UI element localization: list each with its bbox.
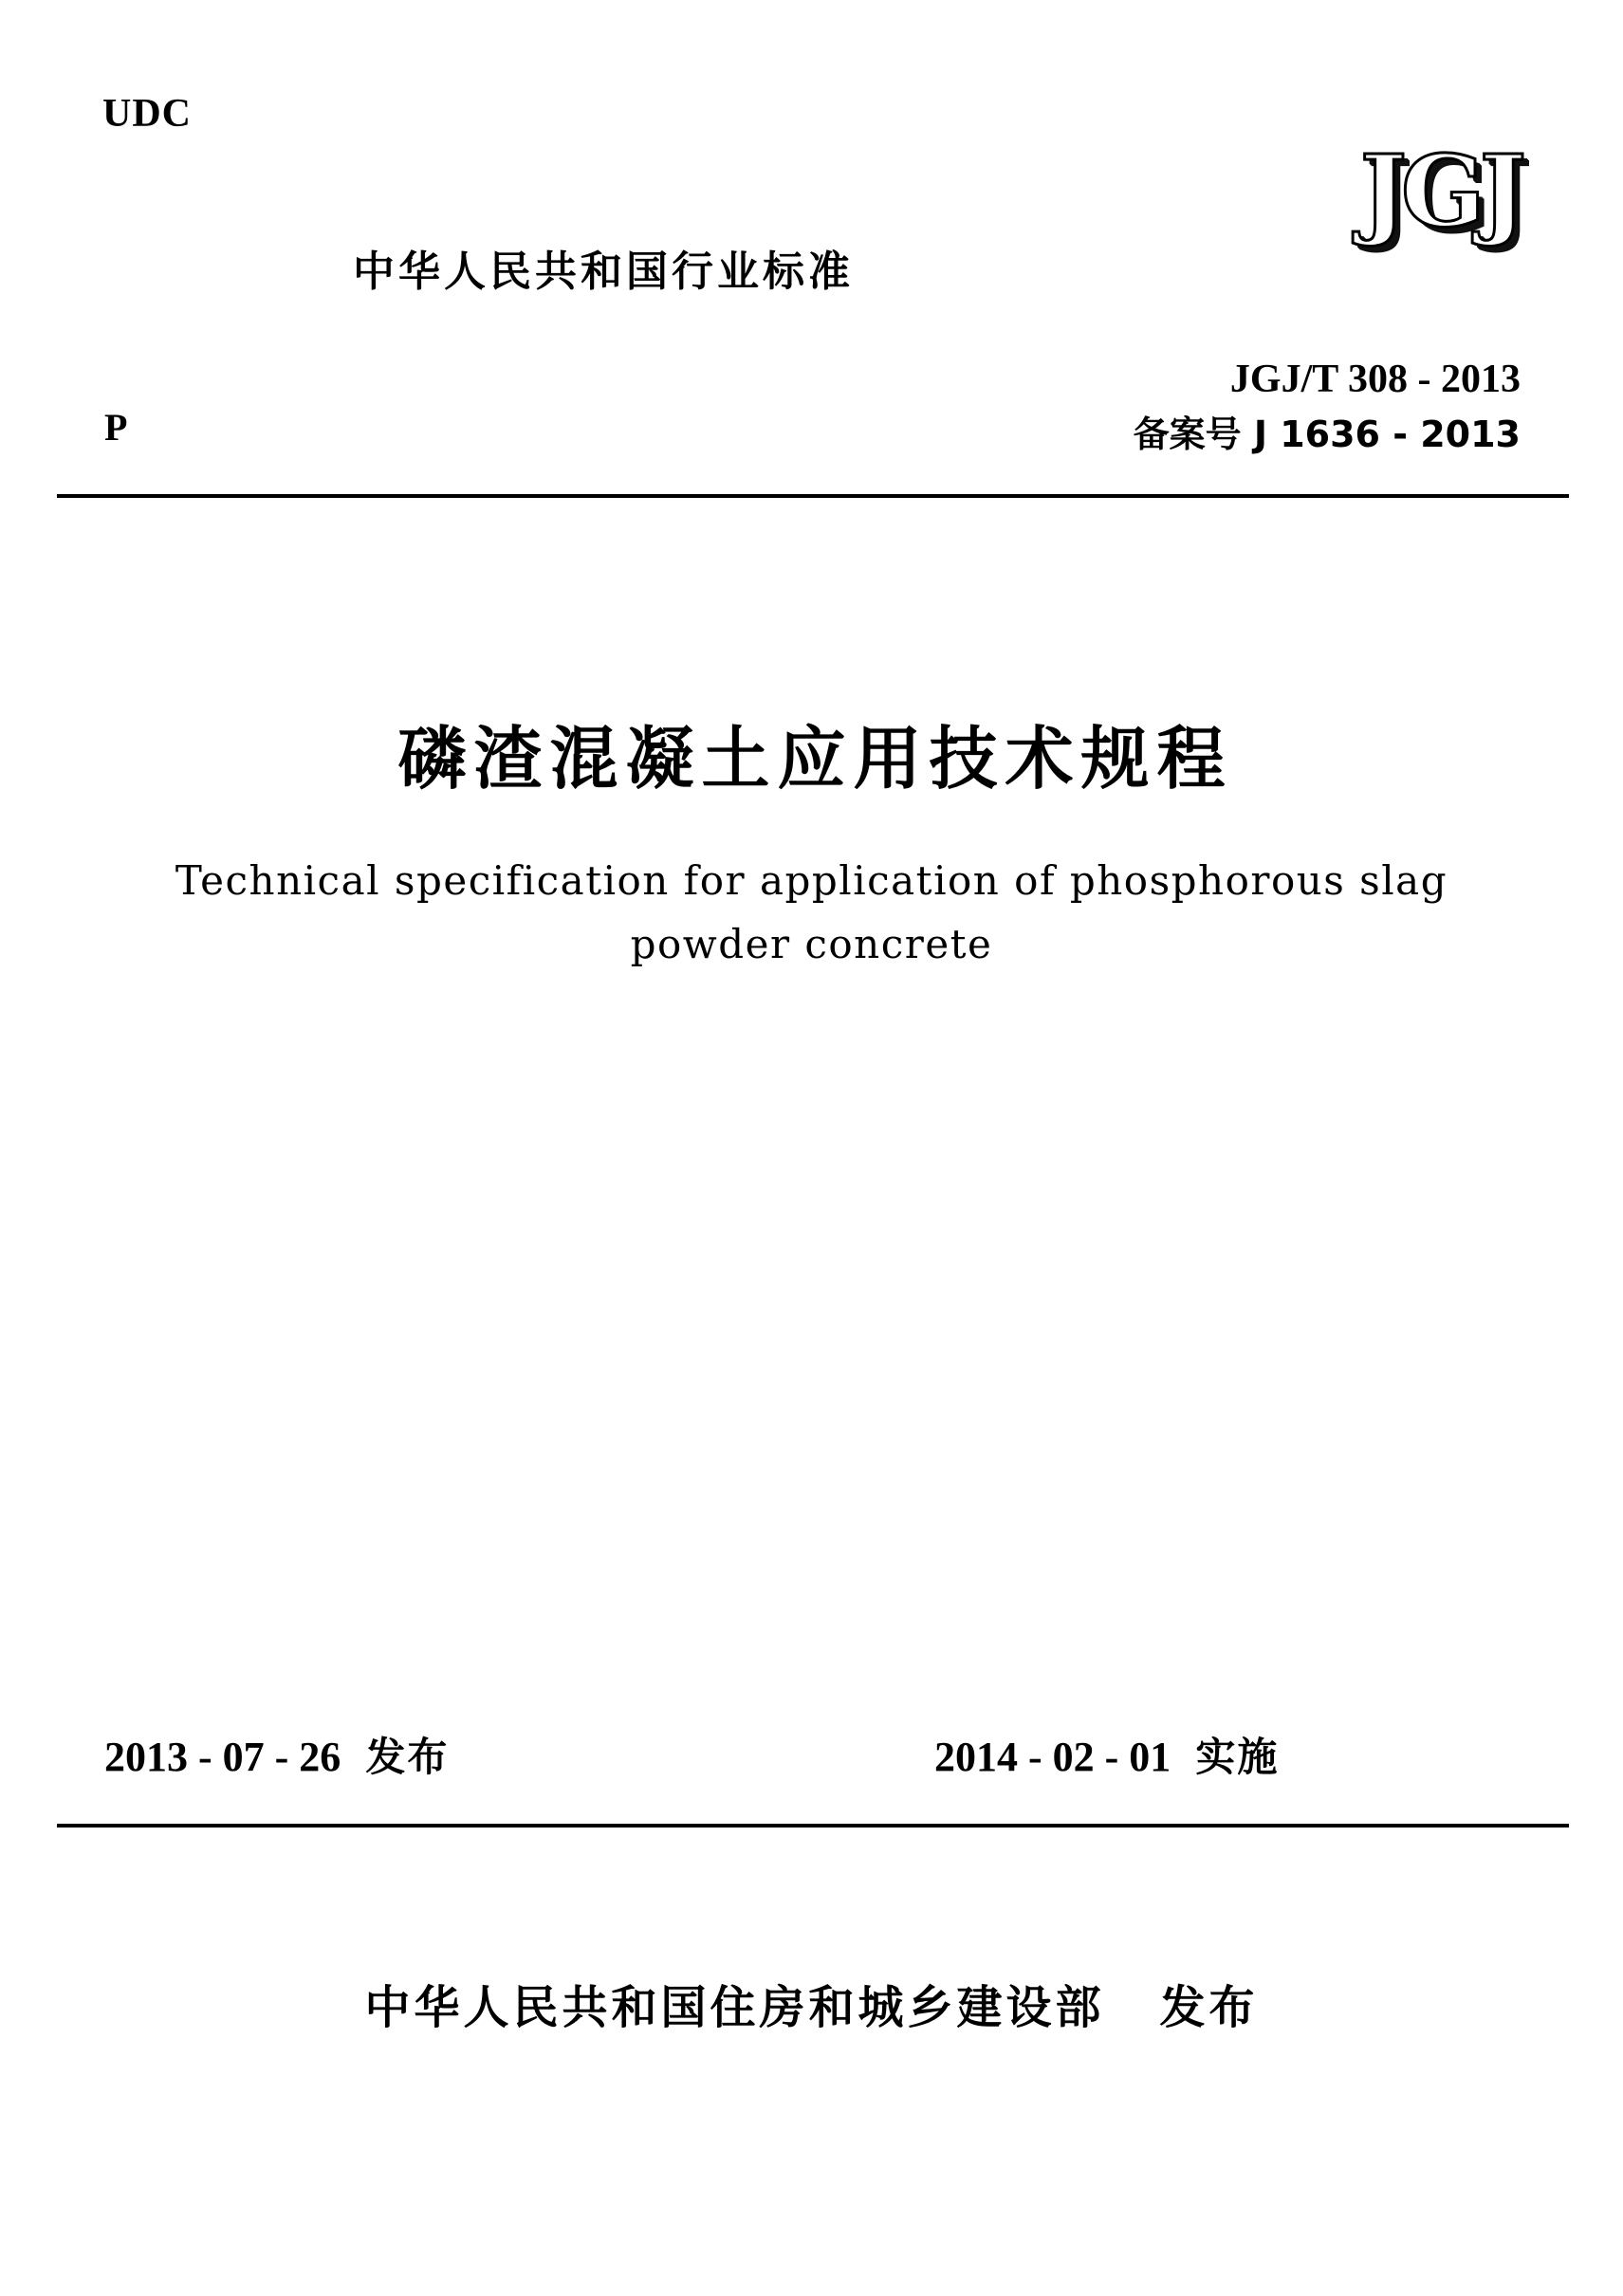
standard-number-block <box>1134 351 1521 461</box>
issue-date: 2013 - 07 - 26 <box>104 1734 341 1780</box>
jgj-emblem: JGJ <box>1359 133 1521 249</box>
page-subtitle <box>0 849 1623 976</box>
classification-mark: P <box>104 406 128 449</box>
publisher-verb: 发布 <box>1159 1981 1259 2034</box>
udc-label: UDC <box>102 92 192 136</box>
effective-date-block <box>934 1726 1279 1783</box>
page-subtitle-line-1: Technical specification for application of phosphorous slag <box>175 857 1448 904</box>
record-number: 备案号 J 1636 - 2013 <box>1133 413 1521 455</box>
publisher-name: 中华人民共和国住房和城乡建设部 <box>364 1981 1105 2034</box>
standard-series-label: 中华人民共和国行业标准 <box>353 248 854 296</box>
divider-bottom <box>57 1824 1569 1828</box>
publisher-block <box>0 1971 1623 2036</box>
page-subtitle-line-2: powder concrete <box>630 921 993 968</box>
effective-date: 2014 - 02 - 01 <box>934 1734 1171 1780</box>
page-title: 磷渣混凝土应用技术规程 <box>397 719 1233 799</box>
divider-top <box>57 494 1569 498</box>
effective-date-label: 实施 <box>1195 1734 1280 1780</box>
issue-date-label: 发布 <box>365 1734 450 1780</box>
standard-number: JGJ/T 308 - 2013 <box>1229 358 1521 401</box>
issue-date-block <box>104 1726 449 1783</box>
